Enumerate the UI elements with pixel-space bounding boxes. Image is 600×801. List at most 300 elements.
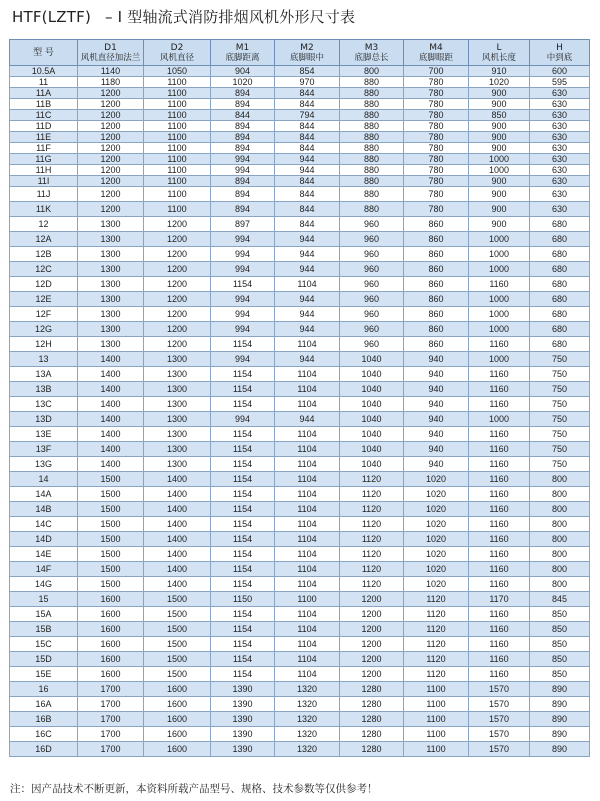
table-row [10,442,590,457]
table-cell: 1200 [78,121,144,132]
table-cell: 894 [211,121,275,132]
table-cell: 630 [530,176,590,187]
table-cell: 1154 [211,577,275,592]
table-cell: 11E [10,132,78,143]
table-cell: 900 [469,176,530,187]
table-row [10,337,590,352]
table-cell: 1140 [78,66,144,77]
table-cell: 750 [530,427,590,442]
table-cell: 940 [404,397,469,412]
table-cell: 750 [530,367,590,382]
table-cell: 944 [275,165,340,176]
table-cell: 1500 [78,547,144,562]
table-cell: 1570 [469,682,530,697]
table-cell: 1170 [469,592,530,607]
table-cell: 940 [404,382,469,397]
table-cell: 1104 [275,637,340,652]
table-cell: 16B [10,712,78,727]
table-cell: 780 [404,77,469,88]
table-cell: 16D [10,742,78,757]
table-cell: 1104 [275,532,340,547]
table-cell: 1120 [340,547,404,562]
table-cell: 1154 [211,607,275,622]
table-cell: 880 [340,121,404,132]
table-cell: 1160 [469,277,530,292]
table-cell: 800 [530,517,590,532]
table-cell: 994 [211,412,275,427]
table-cell: 630 [530,110,590,121]
table-cell: 1200 [144,247,211,262]
table-cell: 1160 [469,337,530,352]
table-cell: 1100 [144,132,211,143]
table-cell: 1100 [144,187,211,202]
table-cell: 1154 [211,427,275,442]
table-cell: 1600 [78,622,144,637]
table-cell: 1320 [275,682,340,697]
table-cell: 780 [404,202,469,217]
table-cell: 960 [340,247,404,262]
table-row [10,592,590,607]
table-cell: 1320 [275,697,340,712]
table-cell: 15C [10,637,78,652]
table-cell: 880 [340,176,404,187]
table-cell: 1040 [340,427,404,442]
table-cell: 894 [211,187,275,202]
table-cell: 1100 [144,143,211,154]
table-cell: 1104 [275,442,340,457]
table-cell: 15D [10,652,78,667]
table-cell: 780 [404,132,469,143]
table-cell: 1100 [144,202,211,217]
table-cell: 960 [340,232,404,247]
table-cell: 1200 [78,143,144,154]
table-cell: 1500 [144,622,211,637]
table-cell: 1300 [78,247,144,262]
table-cell: 16 [10,682,78,697]
table-cell: 1154 [211,502,275,517]
table-cell: 1154 [211,397,275,412]
table-cell: 944 [275,154,340,165]
table-cell: 800 [530,532,590,547]
table-cell: 14F [10,562,78,577]
table-cell: 630 [530,143,590,154]
table-cell: 800 [530,502,590,517]
table-cell: 1120 [404,592,469,607]
table-row [10,622,590,637]
table-cell: 1200 [78,99,144,110]
table-cell: 890 [530,727,590,742]
table-row [10,562,590,577]
table-cell: 1000 [469,292,530,307]
table-cell: 890 [530,697,590,712]
table-cell: 1700 [78,697,144,712]
table-cell: 1500 [78,532,144,547]
table-cell: 750 [530,352,590,367]
table-cell: 630 [530,88,590,99]
table-cell: 1200 [78,202,144,217]
table-cell: 1300 [78,307,144,322]
table-cell: 880 [340,132,404,143]
table-cell: 600 [530,66,590,77]
table-cell: 860 [404,307,469,322]
table-cell: 994 [211,154,275,165]
table-row [10,176,590,187]
table-cell: 780 [404,121,469,132]
table-cell: 940 [404,352,469,367]
table-cell: 1154 [211,517,275,532]
table-row [10,487,590,502]
table-cell: 14B [10,502,78,517]
table-cell: 1600 [78,637,144,652]
table-cell: 1020 [404,472,469,487]
table-cell: 880 [340,187,404,202]
table-cell: 1400 [144,532,211,547]
table-cell: 960 [340,322,404,337]
table-cell: 1320 [275,727,340,742]
table-cell: 1100 [144,154,211,165]
table-cell: 680 [530,277,590,292]
table-cell: 630 [530,202,590,217]
table-cell: 894 [211,202,275,217]
table-cell: 14 [10,472,78,487]
table-cell: 700 [404,66,469,77]
table-cell: 850 [530,652,590,667]
document-title [12,6,355,27]
table-cell: 14E [10,547,78,562]
table-cell: 894 [211,176,275,187]
table-cell: 750 [530,382,590,397]
table-cell: 844 [275,143,340,154]
table-cell: 994 [211,322,275,337]
table-cell: 1104 [275,457,340,472]
table-row [10,397,590,412]
table-cell: 13C [10,397,78,412]
table-cell: 630 [530,132,590,143]
table-row [10,292,590,307]
table-cell: 1200 [340,622,404,637]
header-d2: D2 风机直径 [144,40,211,66]
table-row [10,232,590,247]
table-cell: 1200 [144,292,211,307]
table-cell: 1154 [211,637,275,652]
table-cell: 1100 [144,99,211,110]
table-cell: 900 [469,217,530,232]
table-cell: 680 [530,232,590,247]
table-cell: 630 [530,154,590,165]
table-cell: 1120 [340,562,404,577]
table-cell: 845 [530,592,590,607]
table-cell: 1300 [78,277,144,292]
table-cell: 800 [530,487,590,502]
table-cell: 1160 [469,667,530,682]
table-cell: 1200 [340,667,404,682]
table-cell: 1300 [144,367,211,382]
table-cell: 680 [530,337,590,352]
table-cell: 880 [340,143,404,154]
table-cell: 940 [404,442,469,457]
table-cell: 880 [340,154,404,165]
table-cell: 960 [340,217,404,232]
table-cell: 894 [211,132,275,143]
table-cell: 897 [211,217,275,232]
table-cell: 1500 [78,517,144,532]
table-cell: 844 [275,132,340,143]
table-cell: 1040 [340,397,404,412]
table-cell: 1160 [469,382,530,397]
table-cell: 1400 [78,457,144,472]
table-cell: 880 [340,77,404,88]
table-cell: 1200 [78,165,144,176]
table-cell: 1120 [404,622,469,637]
table-cell: 1154 [211,367,275,382]
table-cell: 1600 [144,727,211,742]
table-cell: 1020 [404,532,469,547]
table-cell: 1020 [469,77,530,88]
table-cell: 1500 [144,607,211,622]
table-cell: 1300 [144,442,211,457]
table-row [10,367,590,382]
table-cell: 1200 [78,187,144,202]
table-cell: 1100 [144,77,211,88]
table-cell: 1000 [469,352,530,367]
table-cell: 1160 [469,457,530,472]
table-cell: 11J [10,187,78,202]
table-cell: 1154 [211,667,275,682]
table-cell: 880 [340,165,404,176]
table-cell: 944 [275,322,340,337]
table-cell: 860 [404,247,469,262]
table-cell: 1160 [469,367,530,382]
table-cell: 1040 [340,442,404,457]
table-cell: 780 [404,154,469,165]
table-cell: 1390 [211,697,275,712]
table-cell: 1300 [144,382,211,397]
table-cell: 890 [530,742,590,757]
table-cell: 994 [211,247,275,262]
table-cell: 1400 [144,547,211,562]
table-cell: 794 [275,110,340,121]
table-cell: 1200 [144,262,211,277]
table-cell: 1104 [275,502,340,517]
table-row [10,742,590,757]
table-cell: 1400 [144,517,211,532]
table-cell: 860 [404,217,469,232]
table-row [10,110,590,121]
table-row [10,202,590,217]
header-m3: M3 底脚总长 [340,40,404,66]
table-cell: 1280 [340,742,404,757]
table-cell: 680 [530,262,590,277]
table-cell: 1400 [78,367,144,382]
table-cell: 1000 [469,412,530,427]
table-cell: 800 [530,472,590,487]
header-m2: M2 底脚眼中 [275,40,340,66]
title-model: HTF(LZTF) [12,8,91,26]
table-cell: 1200 [78,110,144,121]
table-cell: 1600 [78,592,144,607]
table-cell: 1020 [404,562,469,577]
table-cell: 894 [211,143,275,154]
table-cell: 12A [10,232,78,247]
table-cell: 960 [340,307,404,322]
table-cell: 940 [404,457,469,472]
table-cell: 1700 [78,727,144,742]
table-cell: 1300 [144,397,211,412]
table-cell: 1154 [211,547,275,562]
table-cell: 844 [275,217,340,232]
table-cell: 11C [10,110,78,121]
table-cell: 1500 [78,577,144,592]
table-cell: 680 [530,217,590,232]
table-cell: 1500 [78,487,144,502]
table-cell: 1390 [211,682,275,697]
table-cell: 1100 [144,176,211,187]
table-row [10,712,590,727]
table-cell: 900 [469,99,530,110]
table-cell: 13G [10,457,78,472]
table-cell: 12H [10,337,78,352]
table-cell: 1040 [340,367,404,382]
table-cell: 1200 [144,307,211,322]
table-cell: 1154 [211,277,275,292]
table-row [10,412,590,427]
table-cell: 780 [404,99,469,110]
table-cell: 1300 [144,352,211,367]
table-cell: 1104 [275,382,340,397]
table-cell: 1570 [469,742,530,757]
table-cell: 11D [10,121,78,132]
table-cell: 1000 [469,232,530,247]
table-cell: 1154 [211,562,275,577]
table-cell: 11I [10,176,78,187]
table-cell: 780 [404,143,469,154]
table-cell: 1200 [78,88,144,99]
table-row [10,607,590,622]
table-cell: 1160 [469,487,530,502]
table-cell: 13E [10,427,78,442]
table-cell: 1500 [144,637,211,652]
table-cell: 1104 [275,472,340,487]
table-row [10,307,590,322]
table-cell: 1600 [144,682,211,697]
table-row [10,727,590,742]
table-cell: 1400 [78,427,144,442]
table-cell: 944 [275,262,340,277]
table-cell: 960 [340,262,404,277]
table-cell: 10.5A [10,66,78,77]
table-cell: 1104 [275,397,340,412]
table-cell: 1120 [340,487,404,502]
table-row [10,121,590,132]
table-row [10,577,590,592]
table-row [10,88,590,99]
table-cell: 994 [211,262,275,277]
table-cell: 1000 [469,165,530,176]
table-cell: 1104 [275,487,340,502]
table-cell: 1154 [211,442,275,457]
table-cell: 1120 [340,577,404,592]
table-cell: 844 [275,99,340,110]
table-cell: 1120 [404,652,469,667]
table-cell: 1160 [469,577,530,592]
table-cell: 11B [10,99,78,110]
table-cell: 944 [275,247,340,262]
table-cell: 1500 [144,667,211,682]
table-cell: 1400 [78,382,144,397]
table-cell: 994 [211,232,275,247]
table-cell: 1280 [340,727,404,742]
table-cell: 1100 [144,110,211,121]
table-cell: 1200 [144,337,211,352]
table-cell: 1150 [211,592,275,607]
table-cell: 850 [530,622,590,637]
table-cell: 844 [275,88,340,99]
table-cell: 994 [211,165,275,176]
footnote: 注：因产品技术不断更新，本资料所载产品型号、规格、技术参数等仅供参考！ [10,783,378,795]
table-cell: 1200 [340,592,404,607]
table-cell: 780 [404,176,469,187]
table-row [10,165,590,176]
table-row [10,262,590,277]
table-cell: 944 [275,232,340,247]
table-cell: 13B [10,382,78,397]
table-cell: 1300 [78,262,144,277]
table-cell: 14D [10,532,78,547]
table-cell: 1320 [275,742,340,757]
table-cell: 1000 [469,322,530,337]
table-cell: 15B [10,622,78,637]
table-cell: 1160 [469,637,530,652]
table-cell: 1280 [340,712,404,727]
table-cell: 1104 [275,277,340,292]
table-cell: 944 [275,412,340,427]
table-cell: 1154 [211,652,275,667]
table-cell: 1120 [340,532,404,547]
table-cell: 1160 [469,397,530,412]
table-cell: 750 [530,457,590,472]
table-cell: 1600 [78,607,144,622]
table-cell: 960 [340,277,404,292]
table-row [10,77,590,88]
title-text: – I 型轴流式消防排烟风机外形尺寸表 [105,8,356,26]
table-cell: 14C [10,517,78,532]
table-cell: 1160 [469,622,530,637]
table-cell: 1020 [404,577,469,592]
table-cell: 850 [530,637,590,652]
table-cell: 1400 [78,352,144,367]
table-cell: 844 [211,110,275,121]
table-row [10,532,590,547]
table-cell: 1120 [340,502,404,517]
table-cell: 12B [10,247,78,262]
table-cell: 1200 [340,607,404,622]
table-cell: 1160 [469,607,530,622]
table-cell: 994 [211,292,275,307]
table-row [10,154,590,165]
table-cell: 1570 [469,697,530,712]
table-cell: 1400 [78,412,144,427]
table-cell: 750 [530,442,590,457]
table-cell: 880 [340,88,404,99]
table-cell: 1104 [275,667,340,682]
table-cell: 860 [404,262,469,277]
table-cell: 1154 [211,472,275,487]
table-cell: 910 [469,66,530,77]
table-cell: 1390 [211,712,275,727]
table-cell: 11G [10,154,78,165]
header-m1: M1 底脚距离 [211,40,275,66]
table-cell: 1280 [340,697,404,712]
